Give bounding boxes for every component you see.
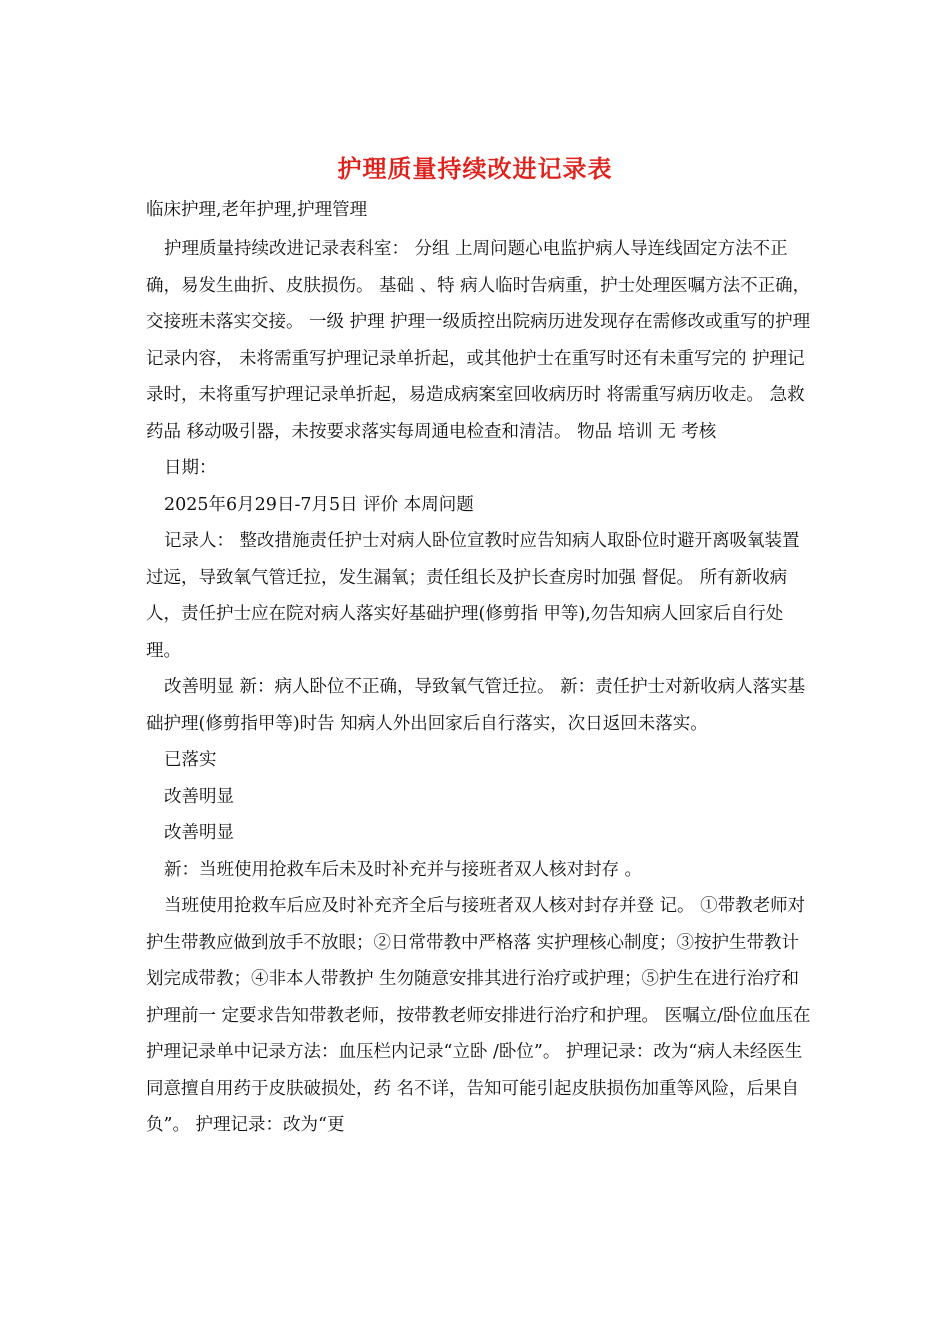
paragraph-improved-1: 改善明显 [164,786,234,807]
paragraph-evaluation: 改善明显 新：病人卧位不正确，导致氧气管迁拉。 新：责任护士对新收病人落实基础护理(修剪指甲等)时告 知病人外出回家后自行落实，次日返回未落实。 [146,677,806,734]
paragraph-rescue-cart: 当班使用抢救车后应及时补充齐全后与接班者双人核对封存并登 记。 ①带教老师对护生带教应做到放手不放眼；②日常带教中严格落 实护理核心制度；③按护生带教计划完成带教；④非本人带教护 生勿随意安排其进行治疗或护理；⑤护生在进行治疗和护理前一 定要求告知带教老师，按带教老师安排进行治疗和护理。 医嘱立/卧位血压在护理记录单中记录方法：血压栏内记录“立卧 /卧位”。 护理记录：改为“病人未经医生同意擅自用药于皮肤破损处，药 名不详，告知可能引起皮肤损伤加重等风险，后果自负”。 护理记录：改为“更 [146,896,811,1135]
paragraph-date-range: 2025年6月29日-7月5日 评价 本周问题 [164,494,474,515]
paragraph-date-label: 日期： [164,458,217,478]
paragraph-implemented: 已落实 [164,750,217,770]
paragraph-problems: 护理质量持续改进记录表科室： 分组 上周问题心电监护病人导连线固定方法不正确，易发生曲折、皮肤损伤。 基础 、特 病人临时告病重，护士处理医嘱方法不正确，交接班未落实交接。 一级 护理 护理一级质控出院病历进发现存在需修改或重写的护理记录内容， 未将需重写护理记录单折起，或其他护士在重写时还有未重写完的 护理记录时，未将重写护理记录单折起，易造成病案室回收病历时 将需重写病历收走。 急救 药品 移动吸引器，未按要求落实每周通电检查和清洁。 物品 培训 无 考核 [146,239,811,442]
document-tags: 临床护理,老年护理,护理管理 [146,200,368,220]
paragraph-improved-2: 改善明显 [164,823,234,843]
paragraph-new-issue: 新：当班使用抢救车后未及时补充并与接班者双人核对封存 。 [164,859,643,880]
document-body [146,231,816,1144]
paragraph-measures: 记录人： 整改措施责任护士对病人卧位宣教时应告知病人取卧位时避开离吸氧装置 过远，导致氧气管迁拉，发生漏氧；责任组长及护长查房时加强 督促。 所有新收病人，责任护士应在院对病人落实好基础护理(修剪指 甲等),勿告知病人回家后自行处理。 [146,531,800,661]
document-title: 护理质量持续改进记录表 [337,154,613,183]
